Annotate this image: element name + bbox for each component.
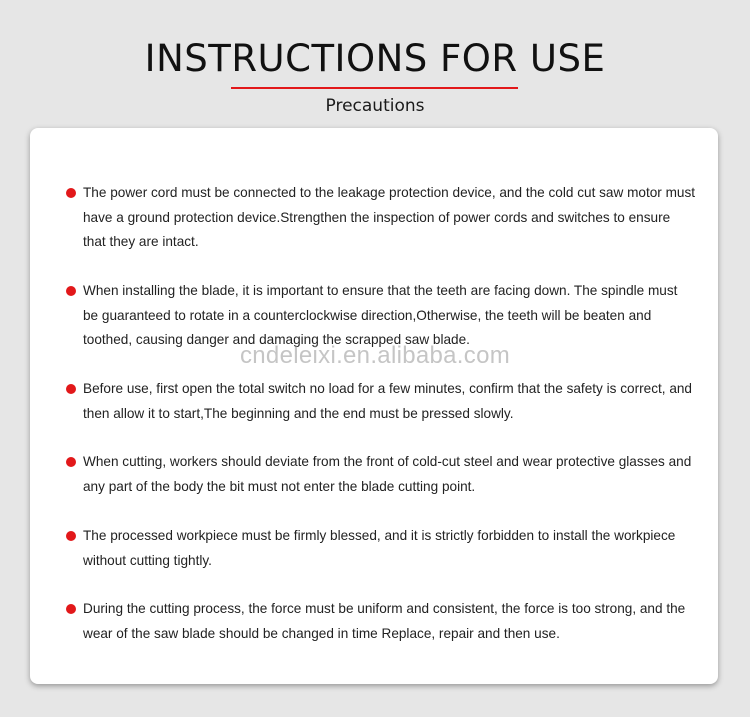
- precaution-item: [66, 597, 696, 646]
- bullet-dot-icon: [66, 384, 76, 394]
- bullet-dot-icon: [66, 188, 76, 198]
- title-underline: [231, 87, 518, 89]
- page-title: INSTRUCTIONS FOR USE: [144, 37, 606, 80]
- precaution-text: During the cutting process, the force must be uniform and consistent, the force is too strong, and the wear of the saw blade should be changed in time Replace, repair and then use.: [83, 601, 686, 641]
- bullet-dot-icon: [66, 286, 76, 296]
- precautions-card: [30, 128, 718, 684]
- precaution-text: The processed workpiece must be firmly blessed, and it is strictly forbidden to install the workpiece without cutting tightly.: [83, 528, 676, 568]
- watermark: cndeleixi.en.alibaba.com: [239, 342, 511, 369]
- precaution-text: When installing the blade, it is important to ensure that the teeth are facing down. The spindle must be guaranteed to rotate in a counterclockwise direction,Otherwise, the teeth will be beaten and toothed, causing danger and damaging the scrapped saw blade.: [83, 283, 678, 347]
- precaution-text: Before use, first open the total switch no load for a few minutes, confirm that the safety is correct, and then allow it to start,The beginning and the end must be pressed slowly.: [83, 381, 692, 421]
- precaution-text: The power cord must be connected to the leakage protection device, and the cold cut saw motor must have a ground protection device.Strengthen the inspection of power cords and switches to ensure that they are intact.: [83, 185, 696, 249]
- bullet-dot-icon: [66, 457, 76, 467]
- bullet-dot-icon: [66, 531, 76, 541]
- precaution-item: [66, 377, 696, 426]
- precaution-item: [66, 279, 696, 353]
- precaution-item: [66, 450, 696, 499]
- precaution-item: [66, 181, 696, 255]
- bullet-dot-icon: [66, 604, 76, 614]
- precaution-item: [66, 524, 696, 573]
- precaution-text: When cutting, workers should deviate from the front of cold-cut steel and wear protective glasses and any part of the body the bit must not enter the blade cutting point.: [83, 454, 692, 494]
- section-subtitle: Precautions: [325, 96, 425, 116]
